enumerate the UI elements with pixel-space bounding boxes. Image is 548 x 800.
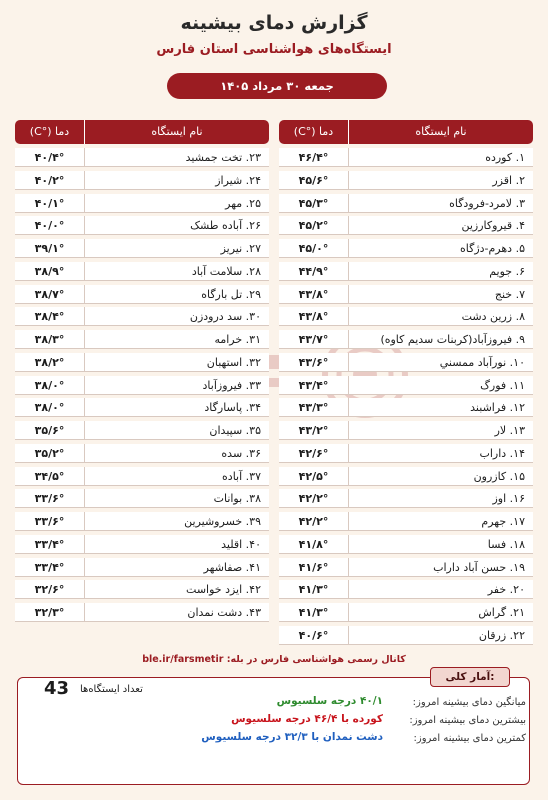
station-name: ۳۷. آباده xyxy=(222,469,261,483)
station-name: ۳۶. سده xyxy=(221,446,261,460)
station-name: ۳۰. سد درودزن xyxy=(189,310,261,324)
table-row xyxy=(279,330,533,349)
station-name: ۱۰. نورآباد ممسني xyxy=(439,355,525,369)
station-temperature: ۴۳/۷° xyxy=(279,330,349,348)
avg-value: ۴۰/۱ درجه سلسیوس xyxy=(276,695,383,707)
station-temperature: ۳۵/۶° xyxy=(15,421,85,439)
table-row xyxy=(279,558,533,577)
table-row xyxy=(15,558,269,577)
table-row xyxy=(279,398,533,417)
table-row xyxy=(279,535,533,554)
page-title: گزارش دمای بیشینه xyxy=(180,12,368,34)
table-row xyxy=(279,262,533,281)
station-temperature: ۳۳/۴° xyxy=(15,558,85,576)
station-temperature: ۴۲/۲° xyxy=(279,512,349,530)
table-row xyxy=(15,194,269,213)
table-row xyxy=(15,353,269,372)
table-row xyxy=(15,512,269,531)
avg-label: میانگین دمای بیشینه امروز: xyxy=(412,697,526,708)
table-row xyxy=(279,194,533,213)
date-badge: جمعه ۳۰ مرداد ۱۴۰۵ xyxy=(167,73,387,99)
table-row xyxy=(15,421,269,440)
station-name: ۳۲. استهبان xyxy=(206,355,261,369)
station-name: ۶. جویم xyxy=(489,264,525,278)
station-temperature: ۳۳/۶° xyxy=(15,489,85,507)
station-temperature: ۴۱/۳° xyxy=(279,580,349,598)
table-row xyxy=(279,239,533,258)
station-temperature: ۴۲/۶° xyxy=(279,444,349,462)
station-temperature: ۳۸/۹° xyxy=(15,262,85,280)
station-temperature: ۳۸/۲° xyxy=(15,353,85,371)
station-temperature: ۴۶/۴° xyxy=(279,148,349,166)
table-row xyxy=(279,353,533,372)
station-temperature: ۳۸/۳° xyxy=(15,330,85,348)
station-temperature: ۴۴/۹° xyxy=(279,262,349,280)
station-temperature: ۴۰/۱° xyxy=(15,194,85,212)
table-row xyxy=(15,285,269,304)
station-name: ۷. خنج xyxy=(494,287,525,301)
station-temperature: ۴۳/۶° xyxy=(279,353,349,371)
station-temperature: ۳۲/۶° xyxy=(15,580,85,598)
station-name: ۱. کورده xyxy=(485,151,525,164)
station-name: ۳. لامرد-فرودگاه xyxy=(449,196,525,210)
table-row xyxy=(279,216,533,235)
station-name: ۳۱. خرامه xyxy=(214,333,261,346)
page-subtitle: ایستگاه‌های هواشناسی استان فارس xyxy=(156,42,392,57)
station-temperature: ۴۰/۴° xyxy=(15,148,85,166)
station-name: ۳۵. سپیدان xyxy=(209,424,261,437)
station-temperature: ۳۸/۴° xyxy=(15,307,85,325)
station-count-value: 43 xyxy=(44,678,70,699)
min-value: دشت نمدان با ۳۲/۳ درجه سلسیوس xyxy=(201,731,383,743)
station-temperature: ۳۳/۴° xyxy=(15,535,85,553)
stations-table-left xyxy=(15,120,269,626)
station-name: ۲. اقزر xyxy=(492,173,525,187)
table-row xyxy=(279,444,533,463)
station-name: ۴۰. اقلید xyxy=(221,537,261,551)
stations-table-right xyxy=(279,120,533,649)
station-name: ۲۸. سلامت آباد xyxy=(191,264,261,278)
station-temperature: ۴۵/۲° xyxy=(279,216,349,234)
station-temperature: ۳۹/۱° xyxy=(15,239,85,257)
station-name: ۲۰. خفر xyxy=(487,583,525,597)
header-station-name: نام ایستگاه xyxy=(151,125,203,138)
station-temperature: ۳۸/۰° xyxy=(15,398,85,416)
station-temperature: ۳۴/۵° xyxy=(15,467,85,485)
table-row xyxy=(15,444,269,463)
station-temperature: ۴۰/۰° xyxy=(15,216,85,234)
table-row xyxy=(15,171,269,190)
table-row xyxy=(279,307,533,326)
table-row xyxy=(15,580,269,599)
station-name: ۱۸. فسا xyxy=(487,537,525,551)
station-name: ۴۳. دشت نمدان xyxy=(187,606,261,619)
station-name: ۱۵. کازرون xyxy=(473,469,525,483)
station-name: ۸. زرین دشت xyxy=(461,310,525,324)
table-header xyxy=(15,120,269,144)
table-row xyxy=(15,262,269,281)
table-row xyxy=(279,421,533,440)
station-name: ۳۴. پاسارگاد xyxy=(204,401,261,415)
station-temperature: ۴۰/۲° xyxy=(15,171,85,189)
table-row xyxy=(15,467,269,486)
station-name: ۱۲. فراشبند xyxy=(470,401,525,415)
table-row xyxy=(15,535,269,554)
station-temperature: ۴۵/۳° xyxy=(279,194,349,212)
station-temperature: ۴۳/۸° xyxy=(279,285,349,303)
header-temperature: دما (°C) xyxy=(15,120,85,144)
station-name: ۱۶. اوز xyxy=(492,492,525,506)
station-name: ۲۵. مهر xyxy=(225,196,261,210)
station-count-label: تعداد ایستگاه‌ها xyxy=(80,684,143,695)
header-station-name: نام ایستگاه xyxy=(415,125,467,138)
station-name: ۱۳. لار xyxy=(494,424,525,437)
station-temperature: ۴۳/۸° xyxy=(279,307,349,325)
table-header xyxy=(279,120,533,144)
station-name: ۴۱. صفاشهر xyxy=(203,560,261,574)
station-name: ۲۶. آباده طشک xyxy=(190,219,261,233)
table-row xyxy=(15,330,269,349)
station-name: ۳۸. بوانات xyxy=(213,492,261,506)
station-temperature: ۴۳/۳° xyxy=(279,398,349,416)
min-label: کمترین دمای بیشینه امروز: xyxy=(413,733,526,744)
max-label: بیشترین دمای بیشینه امروز: xyxy=(409,715,526,726)
station-name: ۲۱. گراش xyxy=(478,606,525,619)
table-row xyxy=(279,626,533,645)
station-name: ۳۳. فیروزآباد xyxy=(202,378,261,392)
table-row xyxy=(279,580,533,599)
summary-title: آمار کلی: xyxy=(430,667,510,687)
station-name: ۲۴. شیراز xyxy=(215,173,261,187)
station-temperature: ۴۵/۶° xyxy=(279,171,349,189)
station-name: ۱۷. جهرم xyxy=(481,515,525,528)
station-temperature: ۳۳/۶° xyxy=(15,512,85,530)
table-row xyxy=(279,512,533,531)
table-row xyxy=(15,239,269,258)
station-temperature: ۴۳/۲° xyxy=(279,421,349,439)
table-row xyxy=(15,307,269,326)
table-row xyxy=(279,376,533,395)
station-temperature: ۴۳/۴° xyxy=(279,376,349,394)
station-name: ۹. فیروزآباد(کربنات سدیم کاوه) xyxy=(380,333,525,346)
station-name: ۲۳. تخت جمشید xyxy=(185,151,261,164)
station-temperature: ۴۱/۳° xyxy=(279,603,349,621)
station-name: ۱۴. داراب xyxy=(479,446,525,460)
station-temperature: ۴۱/۸° xyxy=(279,535,349,553)
station-name: ۱۹. حسن آباد داراب xyxy=(433,560,525,574)
table-row xyxy=(279,467,533,486)
station-temperature: ۴۲/۲° xyxy=(279,489,349,507)
station-temperature: ۳۸/۰° xyxy=(15,376,85,394)
station-temperature: ۴۰/۶° xyxy=(279,626,349,644)
table-row xyxy=(15,148,269,167)
station-name: ۳۹. خسروشیرین xyxy=(184,515,261,528)
station-temperature: ۴۵/۰° xyxy=(279,239,349,257)
station-name: ۲۹. تل بارگاه xyxy=(201,287,261,301)
station-name: ۴. قیروکارزین xyxy=(461,219,525,233)
station-temperature: ۳۸/۷° xyxy=(15,285,85,303)
table-row xyxy=(279,171,533,190)
max-value: کورده با ۴۶/۴ درجه سلسیوس xyxy=(231,713,383,725)
table-row xyxy=(279,285,533,304)
table-row xyxy=(15,398,269,417)
table-row xyxy=(15,603,269,622)
table-row xyxy=(15,216,269,235)
station-temperature: ۴۲/۵° xyxy=(279,467,349,485)
station-name: ۲۷. نیریز xyxy=(220,242,261,255)
header-temperature: دما (°C) xyxy=(279,120,349,144)
station-name: ۲۲. زرقان xyxy=(478,628,525,642)
table-row xyxy=(279,603,533,622)
station-temperature: ۴۱/۶° xyxy=(279,558,349,576)
station-name: ۴۲. ایزد خواست xyxy=(186,583,261,597)
station-name: ۵. دهرم-دژگاه xyxy=(459,242,525,255)
station-name: ۱۱. فورگ xyxy=(480,378,525,392)
table-row xyxy=(15,489,269,508)
channel-note: کانال رسمی هواشناسی فارس در بله: ble.ir/farsmetir xyxy=(142,654,406,665)
station-temperature: ۳۵/۲° xyxy=(15,444,85,462)
station-temperature: ۳۲/۳° xyxy=(15,603,85,621)
table-row xyxy=(279,489,533,508)
table-row xyxy=(279,148,533,167)
table-row xyxy=(15,376,269,395)
